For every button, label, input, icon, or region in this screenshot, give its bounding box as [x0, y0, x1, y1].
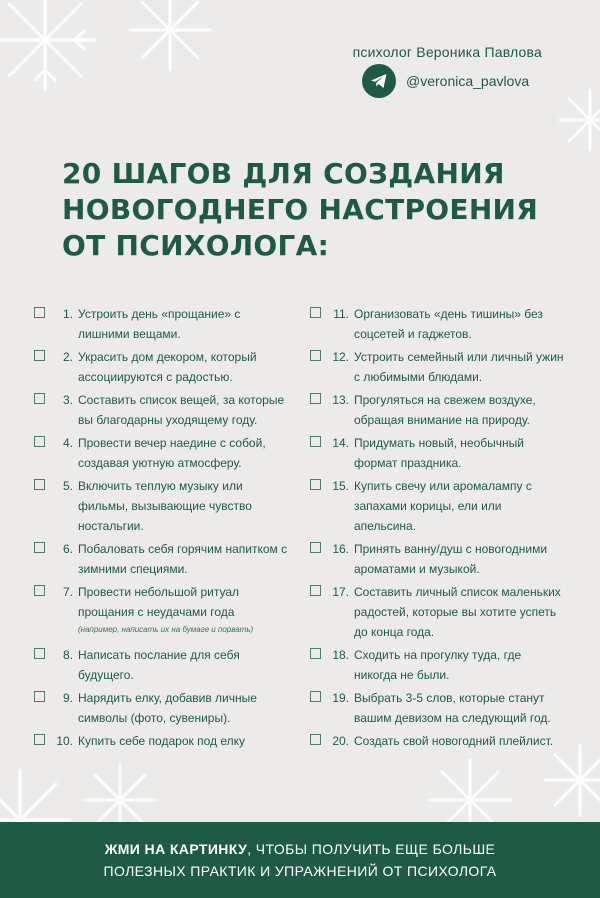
checkbox[interactable]	[310, 393, 321, 404]
checkbox[interactable]	[34, 479, 45, 490]
item-text: Составить список вещей, за которые вы благодарны уходящему году.	[78, 393, 285, 427]
item-text: Нарядить елку, добавив личные символы (фото, сувениры).	[78, 691, 257, 725]
item-number: 19.	[332, 691, 349, 705]
telegram-handle[interactable]: @veronica_pavlova	[406, 73, 530, 89]
item-number: 7.	[62, 585, 73, 599]
checklist-item	[310, 433, 565, 476]
checkbox[interactable]	[310, 585, 321, 596]
checkbox[interactable]	[34, 436, 45, 447]
item-number: 13.	[332, 393, 349, 407]
checklist-item	[310, 476, 565, 539]
item-number: 6.	[62, 542, 73, 556]
item-number: 8.	[62, 648, 73, 662]
item-number: 3.	[62, 393, 73, 407]
item-number: 16.	[332, 542, 349, 556]
checklist-item	[310, 347, 565, 390]
checklist-item	[34, 645, 289, 688]
item-text: Украсить дом декором, который ассоциируются с радостью.	[78, 350, 257, 384]
page-title	[62, 156, 538, 264]
item-text: Прогуляться на свежем воздухе, обращая внимание на природу.	[354, 393, 536, 427]
item-text: Провести небольшой ритуал прощания с неудачами года	[78, 585, 240, 619]
item-text-group	[78, 582, 289, 638]
item-text: Побаловать себя горячим напитком с зимними специями.	[78, 542, 288, 576]
checkbox[interactable]	[310, 479, 321, 490]
checkbox[interactable]	[34, 350, 45, 361]
checklist-item	[34, 582, 289, 645]
item-number: 12.	[332, 350, 349, 364]
checkbox[interactable]	[34, 393, 45, 404]
item-text: Купить себе подарок под елку	[78, 734, 245, 748]
checklist-item	[34, 304, 289, 347]
checklist-item	[310, 688, 565, 731]
checklist-item	[34, 433, 289, 476]
title-line: ОТ ПСИХОЛОГА:	[62, 229, 330, 262]
checkbox[interactable]	[310, 307, 321, 318]
checkbox[interactable]	[34, 585, 45, 596]
item-number: 11.	[333, 307, 349, 321]
item-text: Организовать «день тишины» без соцсетей и гаджетов.	[354, 307, 543, 341]
item-text: Выбрать 3-5 слов, которые станут вашим девизом на следующий год.	[354, 691, 551, 725]
item-text: Придумать новый, необычный формат праздника.	[354, 436, 524, 470]
item-number: 15.	[332, 479, 349, 493]
telegram-icon[interactable]	[362, 64, 396, 98]
item-number: 1.	[62, 307, 73, 321]
checkbox[interactable]	[310, 542, 321, 553]
checklist-item	[34, 476, 289, 539]
item-number: 17.	[332, 585, 349, 599]
checkbox[interactable]	[310, 648, 321, 659]
item-number: 20.	[332, 734, 349, 748]
checklist-item	[310, 390, 565, 433]
item-text: Создать свой новогодний плейлист.	[354, 734, 554, 748]
checklist-item	[34, 347, 289, 390]
item-text: Принять ванну/душ с новогодними ароматами и музыкой.	[354, 542, 548, 576]
item-number: 2.	[62, 350, 73, 364]
item-number: 4.	[62, 436, 73, 450]
checklist-item	[34, 688, 289, 731]
item-text: Написать послание для себя будущего.	[78, 648, 240, 682]
item-number: 18.	[332, 648, 349, 662]
item-text: Составить личный список маленьких радостей, которые вы хотите успеть до конца года.	[354, 585, 561, 639]
item-text: Провести вечер наедине с собой, создавая уютную атмосферу.	[78, 436, 266, 470]
item-text: Купить свечу или аромалампу с запахами корицы, ели или апельсина.	[354, 479, 532, 533]
checkbox[interactable]	[310, 436, 321, 447]
cta-text[interactable]: , ЧТОБЫ ПОЛУЧИТЬ ЕЩЕ БОЛЬШЕ	[247, 841, 496, 857]
checkbox[interactable]	[34, 307, 45, 318]
checkbox[interactable]	[34, 734, 45, 745]
checkbox[interactable]	[310, 350, 321, 361]
item-number: 14.	[332, 436, 349, 450]
cta-banner[interactable]	[0, 822, 600, 898]
checkbox[interactable]	[310, 734, 321, 745]
item-number: 10.	[56, 734, 73, 748]
checklist-item	[310, 645, 565, 688]
checklist-item	[34, 731, 289, 755]
checkbox[interactable]	[310, 691, 321, 702]
item-text: Сходить на прогулку туда, где никогда не были.	[354, 648, 522, 682]
cta-line-1[interactable]	[0, 838, 600, 860]
cta-bold[interactable]: ЖМИ НА КАРТИНКУ	[104, 841, 248, 857]
checklist-item	[310, 304, 565, 347]
checklist-item	[34, 539, 289, 582]
item-number: 9.	[62, 691, 73, 705]
item-text: Устроить семейный или личный ужин с любимыми блюдами.	[354, 350, 564, 384]
telegram-link[interactable]	[362, 64, 529, 98]
title-line: 20 ШАГОВ ДЛЯ СОЗДАНИЯ	[62, 157, 505, 190]
item-text: Включить теплую музыку или фильмы, вызывающие чувство ностальгии.	[78, 479, 252, 533]
author-name: психолог Вероника Павлова	[352, 44, 542, 60]
checklist-item	[310, 582, 565, 645]
checkbox[interactable]	[34, 691, 45, 702]
checklist-item	[310, 539, 565, 582]
checkbox[interactable]	[34, 542, 45, 553]
item-number: 5.	[62, 479, 73, 493]
checklist-right	[310, 304, 565, 755]
checkbox[interactable]	[34, 648, 45, 659]
item-text: Устроить день «прощание» с лишними вещами.	[78, 307, 241, 341]
checklist-item	[310, 731, 565, 755]
checklist-item	[34, 390, 289, 433]
item-note: (например, написать их на бумаге и порвать)	[78, 625, 254, 634]
checklist-left	[34, 304, 289, 755]
title-line: НОВОГОДНЕГО НАСТРОЕНИЯ	[62, 193, 539, 226]
cta-line-2[interactable]: ПОЛЕЗНЫХ ПРАКТИК И УПРАЖНЕНИЙ ОТ ПСИХОЛОГА	[103, 863, 497, 879]
